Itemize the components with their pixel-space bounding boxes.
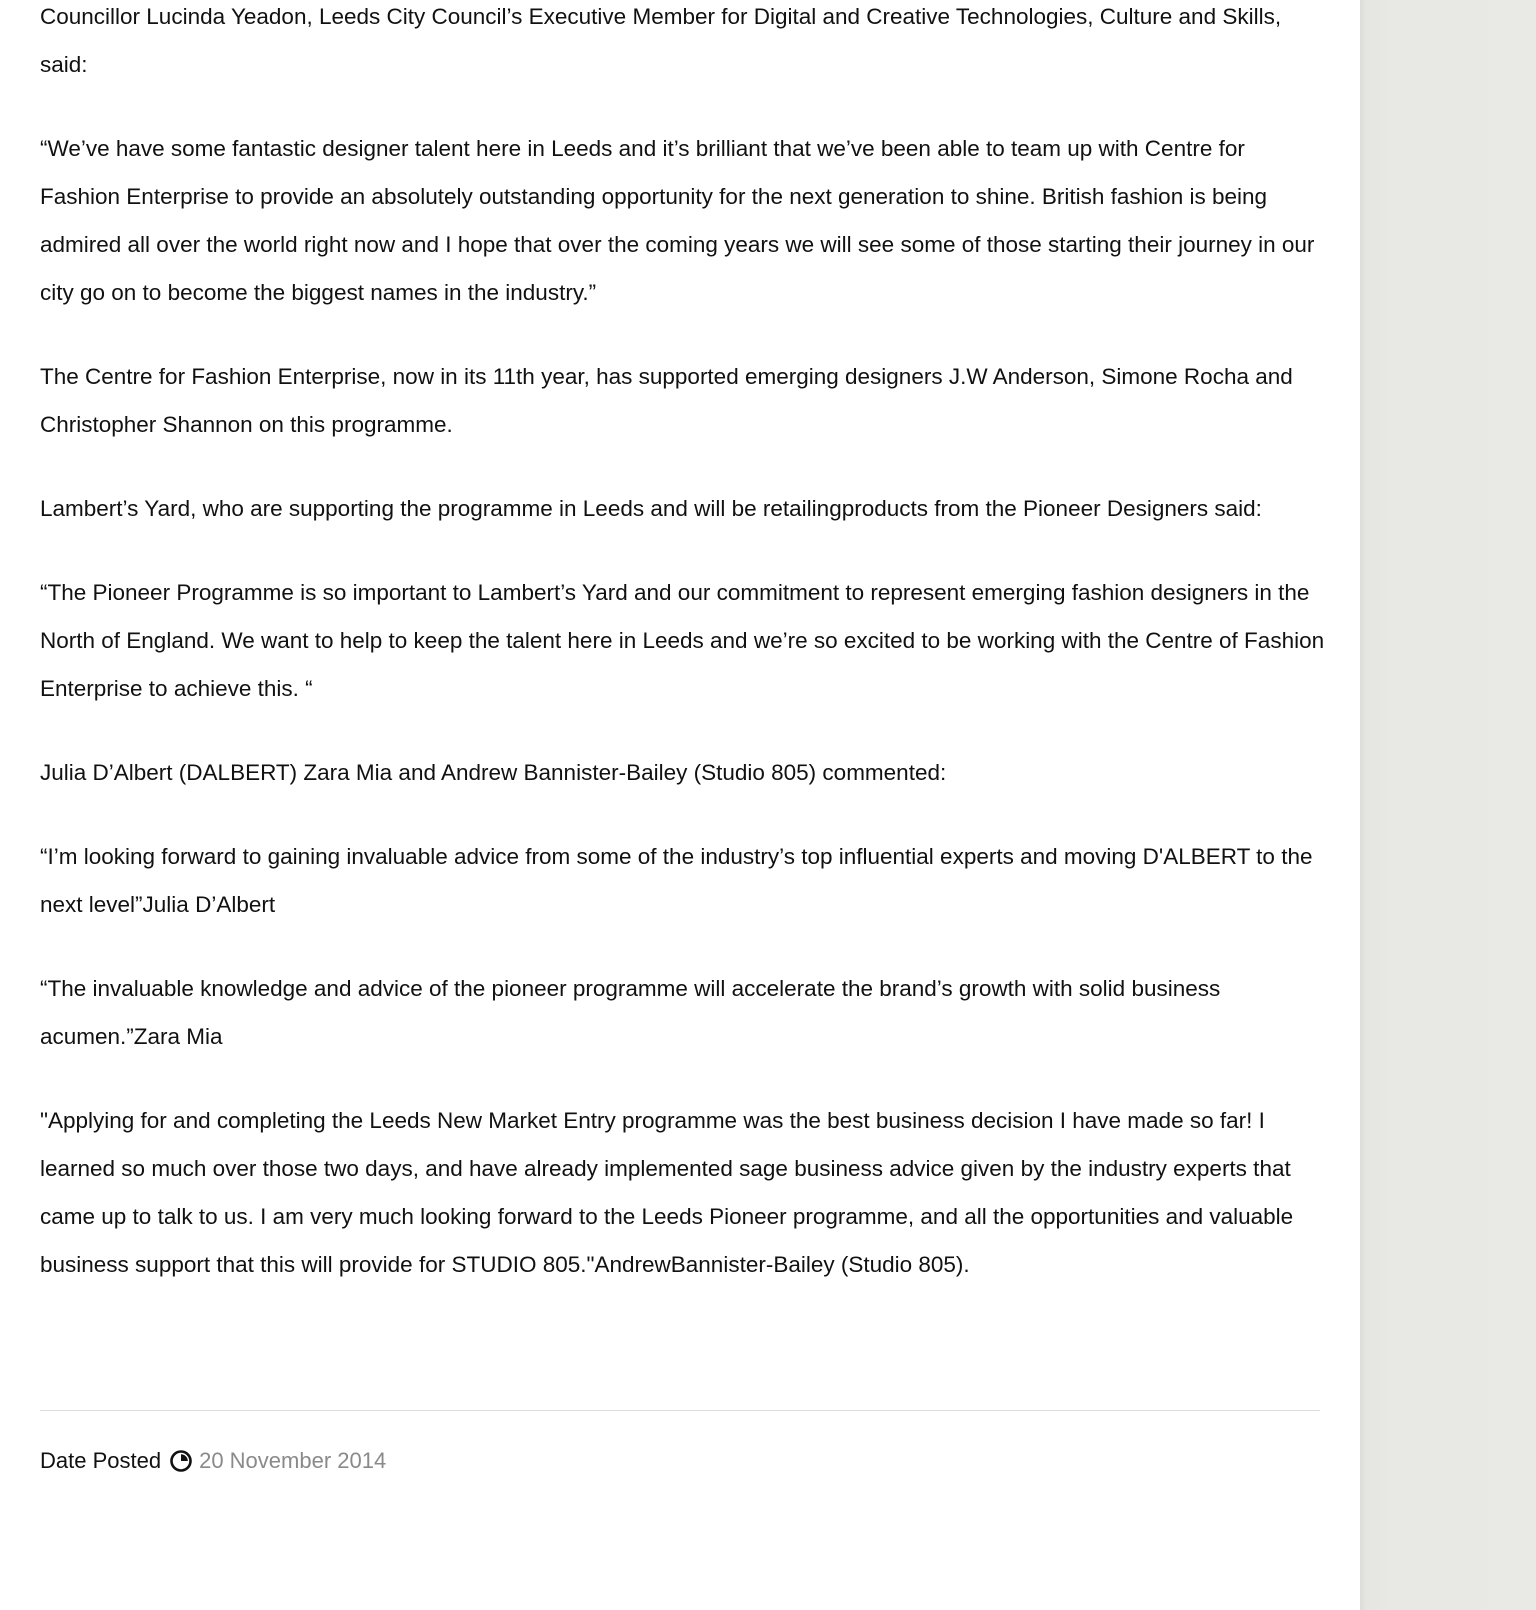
article-paragraph-3: The Centre for Fashion Enterprise, now in its 11th year, has supported emerging designers J.W Anderson, Simone Rocha and Christopher Shannon on this programme. bbox=[40, 364, 1293, 437]
sidebar-background bbox=[1360, 0, 1536, 1610]
clock-icon bbox=[169, 1449, 193, 1473]
article-paragraph-4: Lambert’s Yard, who are supporting the programme in Leeds and will be retailingproducts from the Pioneer Designers said: bbox=[40, 496, 1262, 521]
date-posted-label: Date Posted bbox=[40, 1448, 162, 1473]
article-paragraph-1: Councillor Lucinda Yeadon, Leeds City Council’s Executive Member for Digital and Creative Technologies, Culture and Skills, said: bbox=[40, 4, 1282, 77]
article-paragraph-2: “We’ve have some fantastic designer talent here in Leeds and it’s brilliant that we’ve been able to team up with Centre for Fashion Enterprise to provide an absolutely outstanding opportunity for the next generation to shine. British fashion is being admired all over the world right now and I hope that over the coming years we will see some of those starting their journey in our city go on to become the biggest names in the industry.” bbox=[40, 136, 1315, 305]
footer-divider bbox=[40, 1410, 1320, 1411]
date-posted bbox=[40, 1444, 386, 1478]
article-paragraph-7: “I’m looking forward to gaining invaluable advice from some of the industry’s top influential experts and moving D'ALBERT to the next level”Julia D’Albert bbox=[40, 844, 1313, 917]
article-paragraph-8: “The invaluable knowledge and advice of the pioneer programme will accelerate the brand’s growth with solid business acumen.”Zara Mia bbox=[40, 976, 1221, 1049]
date-posted-value: 20 November 2014 bbox=[199, 1448, 387, 1473]
article-paragraph-9: "Applying for and completing the Leeds New Market Entry programme was the best business decision I have made so far! I learned so much over those two days, and have already implemented sage business advice given by the industry experts that came up to talk to us. I am very much looking forward to the Leeds Pioneer programme, and all the opportunities and valuable business support that this will provide for STUDIO 805."AndrewBannister-Bailey (Studio 805). bbox=[40, 1108, 1294, 1277]
article-body bbox=[40, 0, 1330, 1325]
article-paragraph-5: “The Pioneer Programme is so important to Lambert’s Yard and our commitment to represent emerging fashion designers in the North of England. We want to help to keep the talent here in Leeds and we’re so excited to be working with the Centre of Fashion Enterprise to achieve this. “ bbox=[40, 580, 1325, 701]
article-paragraph-6: Julia D’Albert (DALBERT) Zara Mia and Andrew Bannister-Bailey (Studio 805) commented: bbox=[40, 760, 947, 785]
